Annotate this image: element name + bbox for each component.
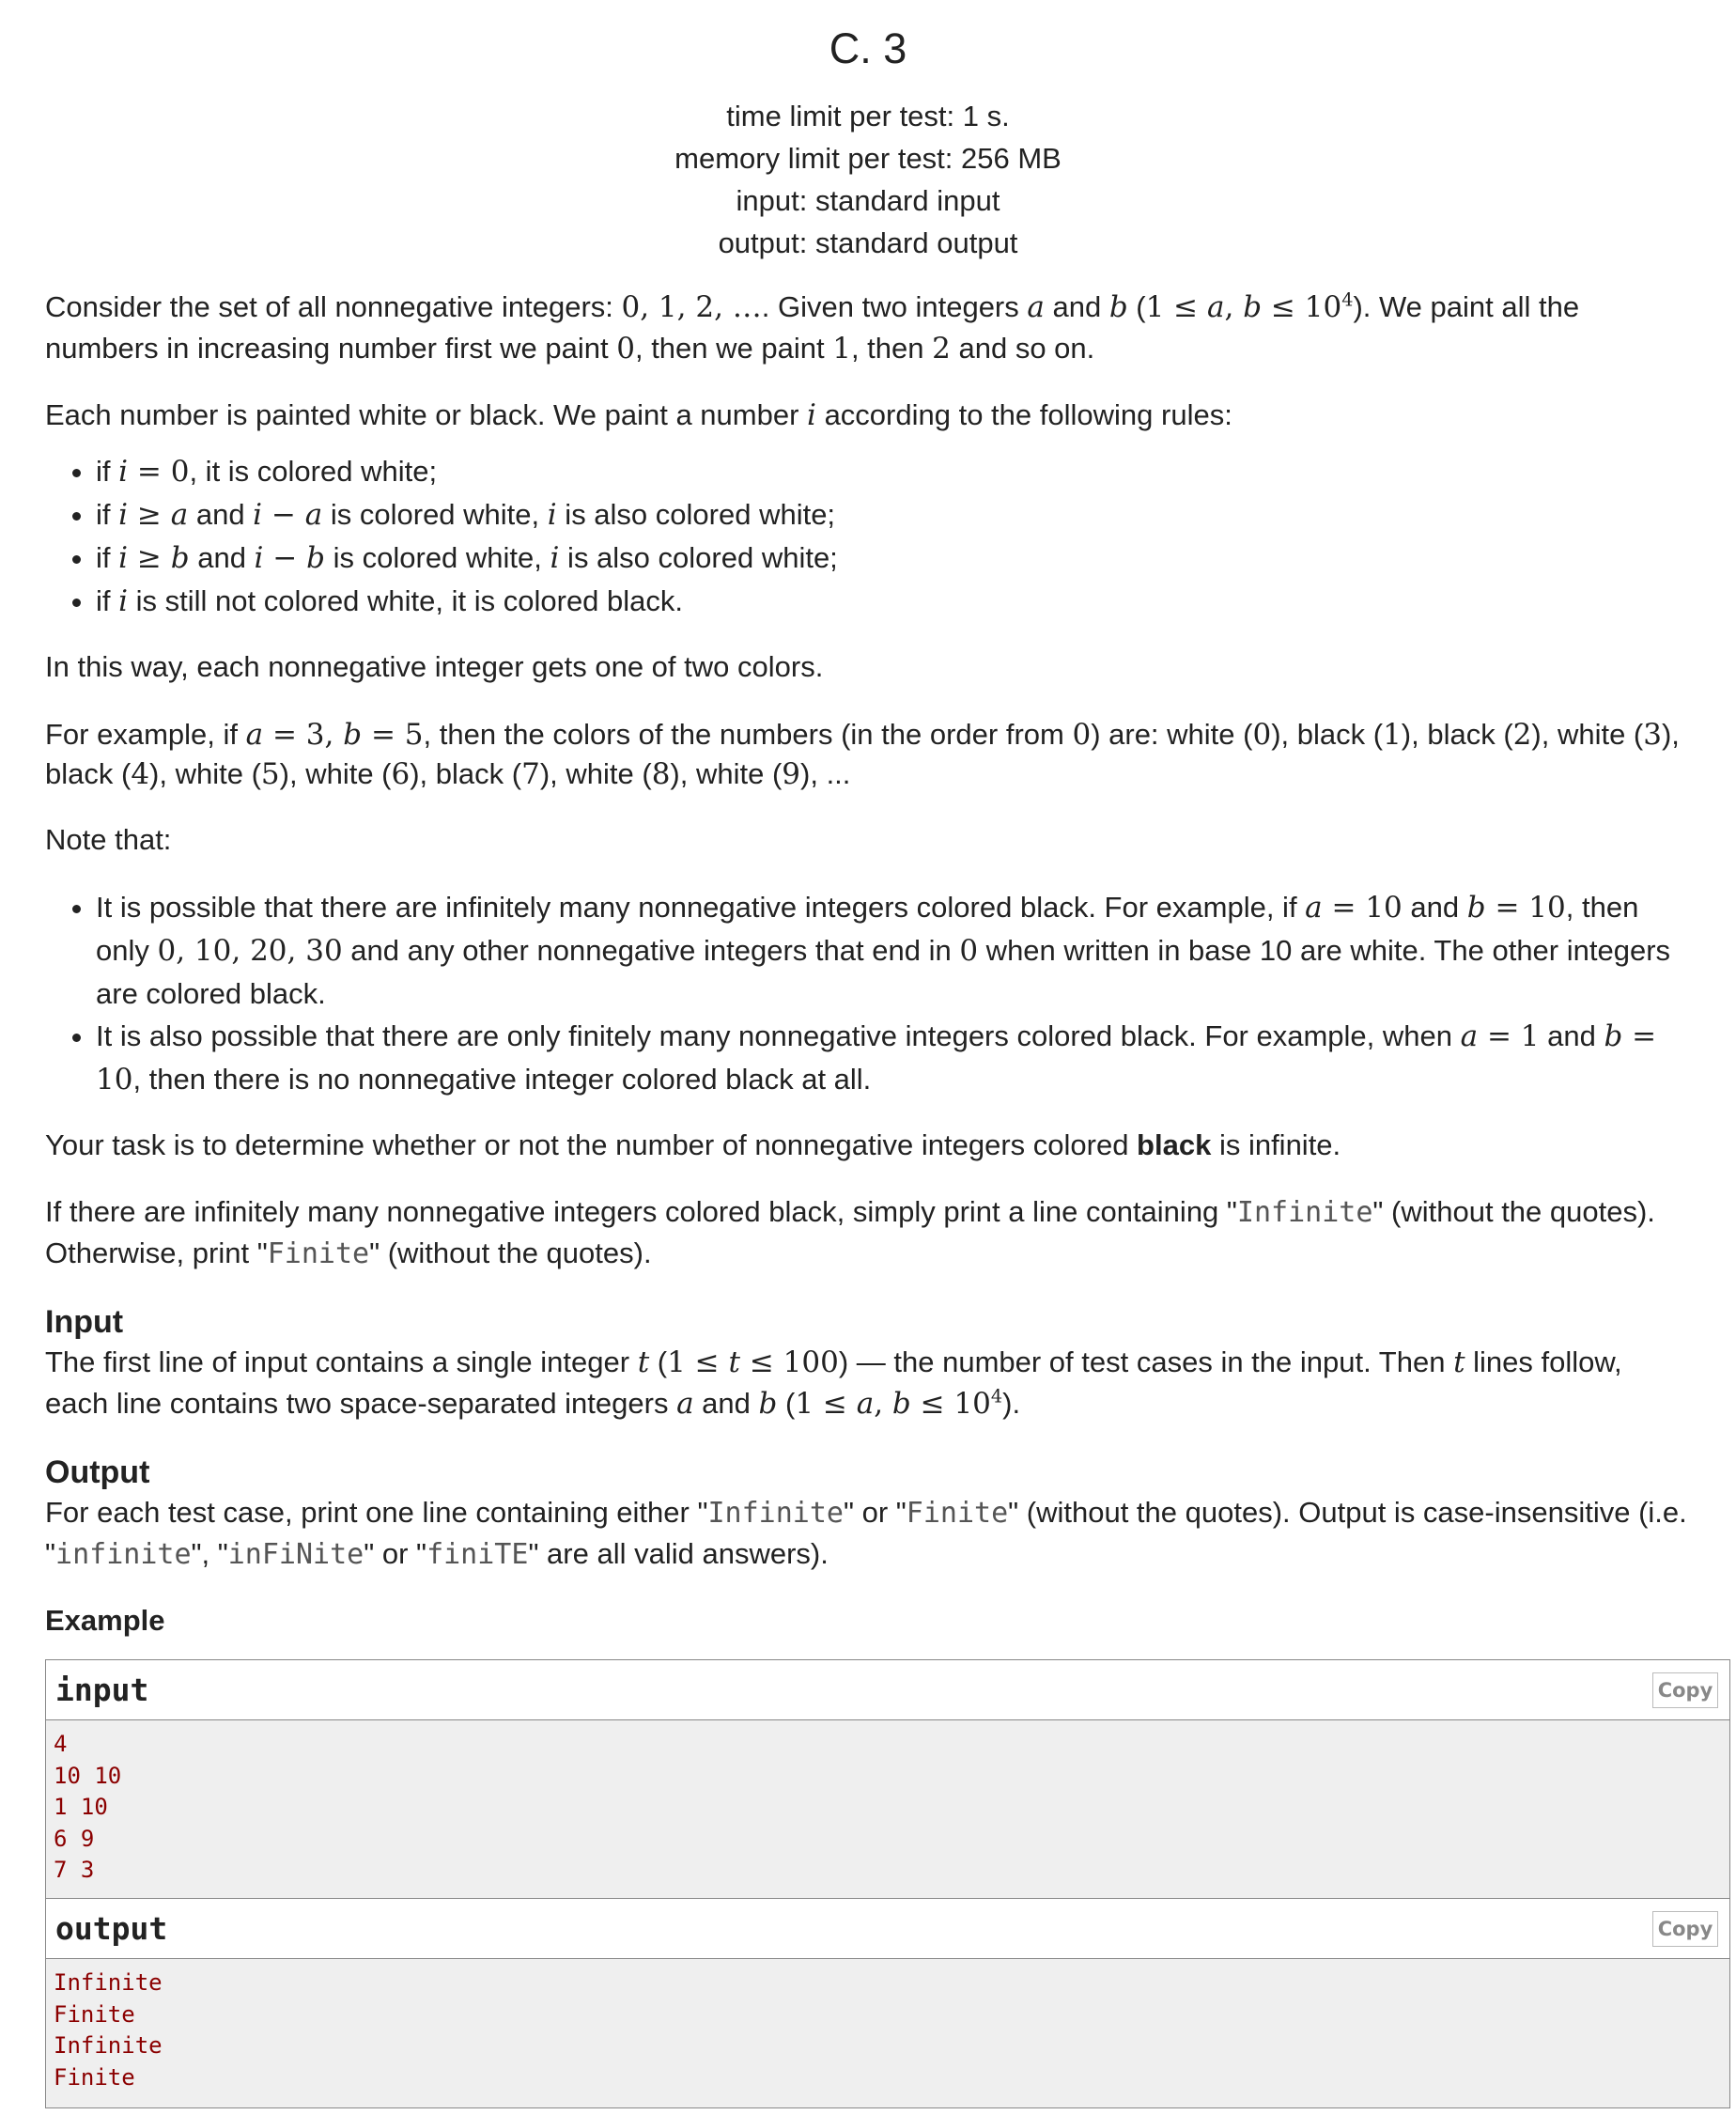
output-title: Output <box>45 1454 150 1490</box>
legend-paragraph-5: Note that: <box>45 823 172 856</box>
sample-output-line: Infinite <box>54 2032 163 2059</box>
input-file: input: standard input <box>736 184 1000 217</box>
legend <box>45 287 1691 1274</box>
output-file: output: standard output <box>718 226 1018 259</box>
output-text: For each test case, print one line containing either "Infinite" or "Finite" (without the quotes). Output is case-insensitive (i.e. "infinite", "inFiNite" or "finiTE" are all valid answers). <box>45 1496 1687 1571</box>
copy-output-button[interactable]: Copy <box>1652 1911 1718 1947</box>
sample-input-line: 7 3 <box>54 1857 95 1883</box>
input-text: The first line of input contains a single integer t (1 ≤ t ≤ 100) — the number of test cases in the input. Then t lines follow, each line contains two space-separated integers a and b (1 ≤ a, $b \le 10^4$). <box>45 1345 1622 1421</box>
sample-output-line: Finite <box>54 2000 135 2028</box>
time-limit: time limit per test: 1 s. <box>726 100 1010 132</box>
sample-input-body <box>46 1720 1729 1898</box>
legend-paragraph-2: Each number is painted white or black. We paint a number i according to the following rules: <box>45 398 1232 432</box>
list-item: • if i ≥ b and i − b is colored white, i is also colored white; <box>96 537 1691 580</box>
notes-list <box>45 886 1691 1101</box>
legend-paragraph-4: For example, if a = 3, b = 5, then the colors of the numbers (in the order from 0) are: white (0), black (1), black (2), white (3), black (4), white (5), white (6), black (7), white (8), white (9), ... <box>45 718 1680 791</box>
sample-output-label: output <box>55 1910 168 1947</box>
sample-output-line: Infinite <box>54 1969 163 1996</box>
list-item: • if i is still not colored white, it is colored black. <box>96 580 1691 623</box>
sample-input-label: input <box>55 1672 149 1708</box>
legend-paragraph-3: In this way, each nonnegative integer gets one of two colors. <box>45 650 824 683</box>
list-item: • if i ≥ a and i − a is colored white, i is also colored white; <box>96 493 1691 537</box>
sample-output-header <box>46 1898 1729 1959</box>
list-item: • It is possible that there are infinitely many nonnegative integers colored black. For example, if a = 10 and b = 10, then only 0, 10, 20, 30 and any other nonnegative integers that end in 0 when written in base 10 are white. The other integers are colored black. <box>96 886 1691 1015</box>
legend-paragraph-6: Your task is to determine whether or not the number of nonnegative integers colored black is infinite. <box>45 1128 1341 1161</box>
sample-input-line: 10 10 <box>54 1762 122 1789</box>
problem-header <box>45 0 1691 264</box>
output-specification <box>45 1453 1691 1575</box>
sample-output-line: Finite <box>54 2063 135 2091</box>
sample-tests <box>45 1659 1730 2108</box>
example-title: Example <box>45 1604 165 1637</box>
copy-input-button[interactable]: Copy <box>1652 1672 1718 1708</box>
sample-output-body <box>46 1959 1729 2107</box>
list-item: • if i = 0, it is colored white; <box>96 450 1691 493</box>
list-item: • It is also possible that there are only finitely many nonnegative integers colored black. For example, when a = 1 and b = 10, then there is no nonnegative integer colored black at all. <box>96 1015 1691 1101</box>
sample-input-line: 1 10 <box>54 1794 108 1820</box>
legend-paragraph-7: If there are infinitely many nonnegative integers colored black, simply print a line containing "Infinite" (without the quotes). Otherwise, print "Finite" (without the quotes). <box>45 1195 1655 1270</box>
sample-input-header <box>46 1660 1729 1720</box>
sample-input-line: 6 9 <box>54 1825 95 1852</box>
memory-limit: memory limit per test: 256 MB <box>674 142 1062 175</box>
problem-title: C. 3 <box>829 24 907 72</box>
input-title: Input <box>45 1304 124 1340</box>
sample-input-line: 4 <box>54 1731 68 1757</box>
rules-list <box>45 450 1691 623</box>
legend-paragraph-1: Consider the set of all nonnegative integers: 0, 1, 2, …. Given two integers a and b (1 ≤ a, $b \le 10^4$). We paint all the numbers in increasing number first we paint 0, then we paint 1, then 2 and so on. <box>45 288 1580 365</box>
input-specification <box>45 1302 1691 1424</box>
